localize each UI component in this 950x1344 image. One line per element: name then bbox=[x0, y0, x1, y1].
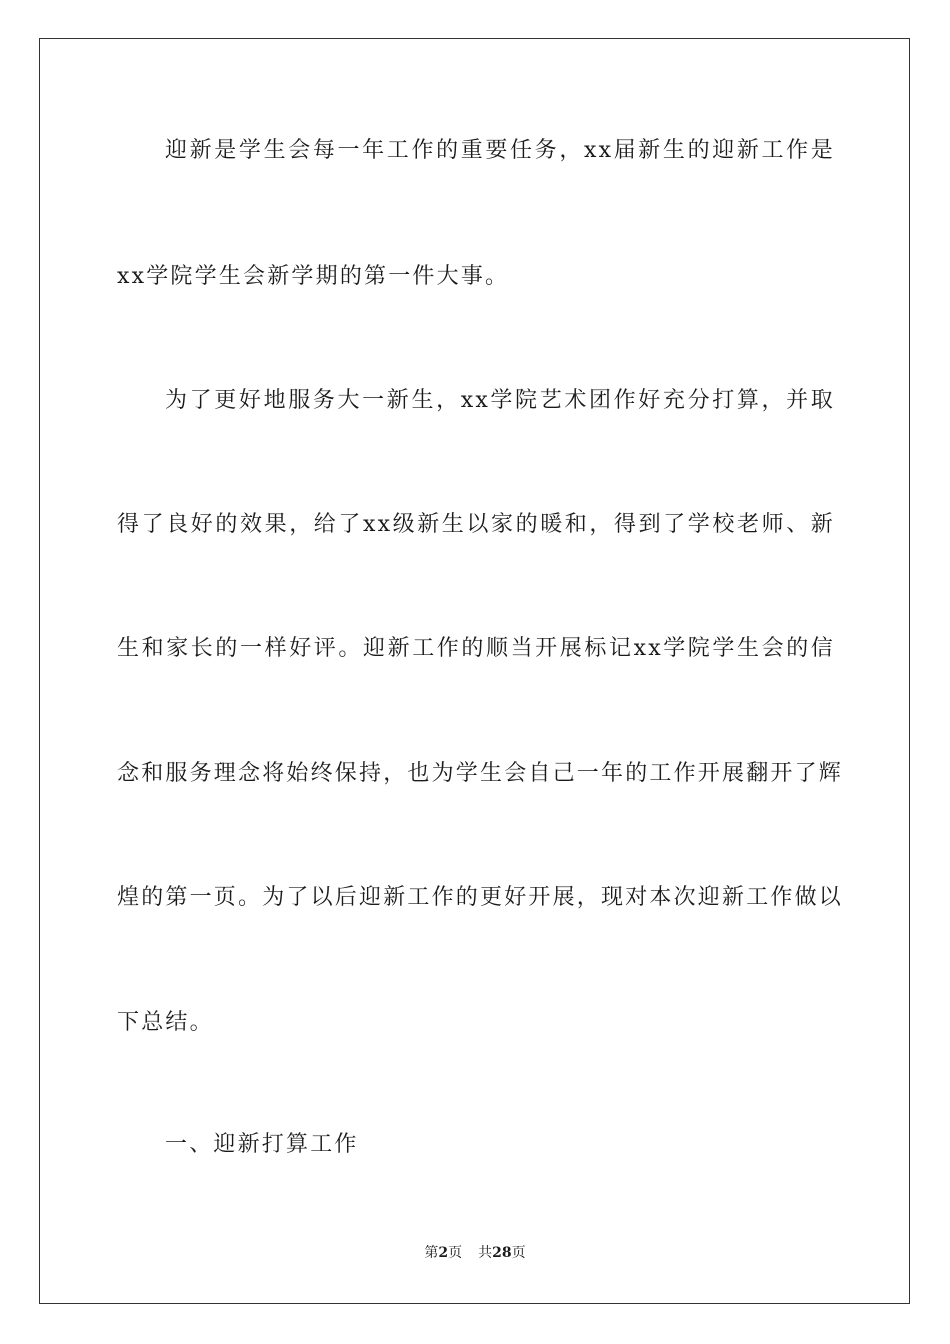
total-pages: 28 bbox=[492, 1245, 512, 1261]
paragraph-2-line-4: 念和服务理念将始终保持，也为学生会自己一年的工作开展翻开了辉 bbox=[117, 761, 844, 786]
paragraph-1-line-2: xx学院学生会新学期的第一件大事。 bbox=[117, 264, 510, 289]
total-suffix: 页 bbox=[511, 1245, 526, 1261]
paragraph-2-line-5: 煌的第一页。为了以后迎新工作的更好开展，现对本次迎新工作做以 bbox=[117, 885, 844, 910]
paragraph-2-line-1: 为了更好地服务大一新生，xx学院艺术团作好充分打算，并取 bbox=[165, 388, 835, 413]
total-prefix: 共 bbox=[478, 1245, 493, 1261]
page-prefix: 第 bbox=[424, 1245, 439, 1261]
paragraph-2-line-6: 下总结。 bbox=[117, 1010, 214, 1035]
page-number: 2 bbox=[438, 1245, 449, 1261]
page-footer bbox=[0, 1243, 950, 1263]
paragraph-2-line-2: 得了良好的效果，给了xx级新生以家的暖和，得到了学校老师、新 bbox=[117, 512, 835, 537]
page-border bbox=[39, 38, 910, 1304]
paragraph-2-line-3: 生和家长的一样好评。迎新工作的顺当开展标记xx学院学生会的信 bbox=[117, 636, 835, 661]
page-suffix: 页 bbox=[448, 1245, 463, 1261]
section-heading: 一、迎新打算工作 bbox=[165, 1132, 359, 1157]
paragraph-1-line-1: 迎新是学生会每一年工作的重要任务，xx届新生的迎新工作是 bbox=[165, 138, 835, 163]
